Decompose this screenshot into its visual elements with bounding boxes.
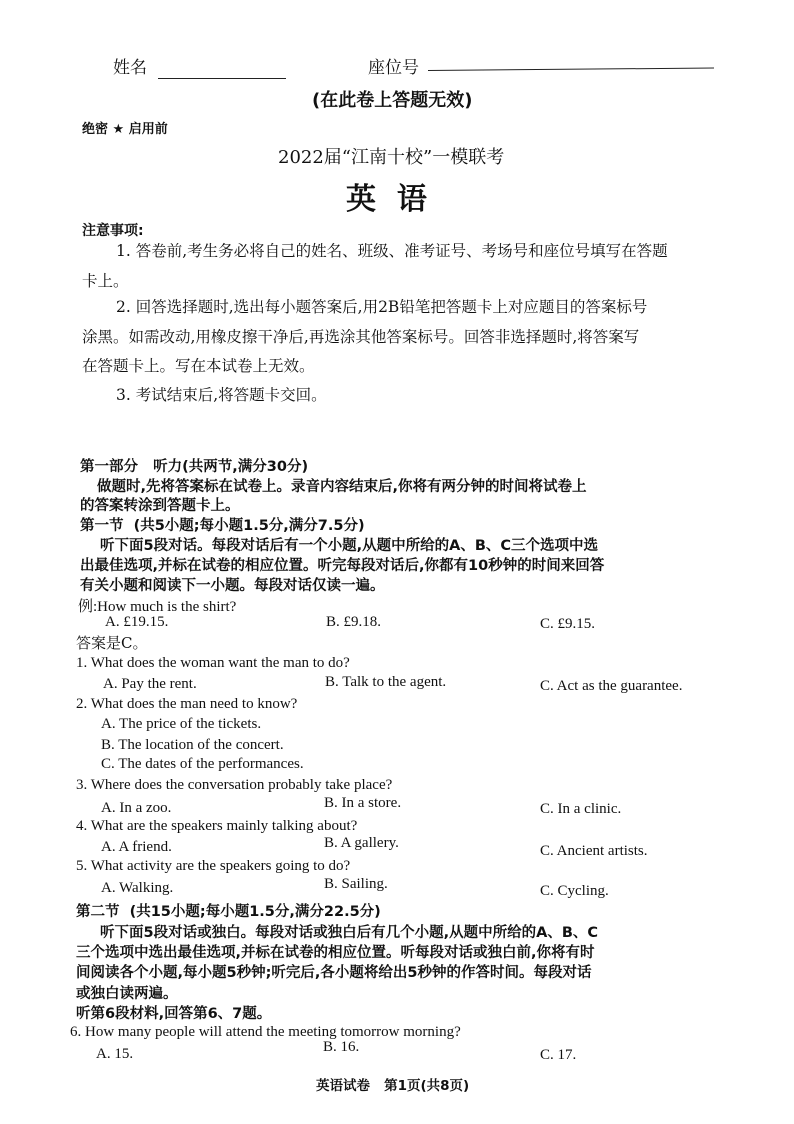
q1-option-c: C. Act as the guarantee. xyxy=(540,678,683,694)
invalid-note: (在此卷上答题无效) xyxy=(312,90,473,111)
q3-option-b: B. In a store. xyxy=(324,795,402,811)
q1-option-a: A. Pay the rent. xyxy=(103,676,197,692)
example-answer: 答案是C。 xyxy=(76,634,148,652)
section2-intro-b: 三个选项中选出最佳选项,并标在试卷的相应位置。听每段对话或独白前,你将有时 xyxy=(76,945,595,961)
example-question: 例:How much is the shirt? xyxy=(78,599,237,615)
section1-intro-b: 出最佳选项,并标在试卷的相应位置。听完每段对话后,你都有10秒钟的时间来回答 xyxy=(80,558,605,574)
section1-heading: 第一节 (共5小题;每小题1.5分,满分7.5分) xyxy=(80,518,365,534)
section1-intro-c: 有关小题和阅读下一小题。每段对话仅读一遍。 xyxy=(80,578,385,594)
seat-label: 座位号 xyxy=(368,58,419,78)
q3-option-c: C. In a clinic. xyxy=(540,801,622,817)
part1-intro-b: 的答案转涂到答题卡上。 xyxy=(80,498,240,514)
q3-option-a: A. In a zoo. xyxy=(101,800,172,816)
q6-option-c: C. 17. xyxy=(540,1047,577,1063)
example-option-b: B. £9.18. xyxy=(326,614,382,630)
name-label: 姓名 xyxy=(113,58,147,78)
section2-intro-d: 或独白读两遍。 xyxy=(76,986,178,1002)
question-1: 1. What does the woman want the man to do? xyxy=(76,655,350,671)
seat-field-line[interactable] xyxy=(428,68,714,71)
section2-intro-a: 听下面5段对话或独白。每段对话或独白后有几个小题,从题中所给的A、B、C xyxy=(100,925,599,941)
question-5: 5. What activity are the speakers going to do? xyxy=(76,858,351,874)
subject-title: 英 语 xyxy=(346,182,427,217)
part1-intro-a: 做题时,先将答案标在试卷上。录音内容结束后,你将有两分钟的时间将试卷上 xyxy=(97,479,587,495)
question-6: 6. How many people will attend the meeting tomorrow morning? xyxy=(70,1024,461,1040)
page-footer: 英语试卷 第1页(共8页) xyxy=(316,1078,470,1094)
exam-title: 2022届“江南十校”一模联考 xyxy=(278,147,505,168)
q2-option-a: A. The price of the tickets. xyxy=(101,716,262,732)
q4-option-a: A. A friend. xyxy=(101,839,172,855)
q6-option-a: A. 15. xyxy=(96,1046,134,1062)
q4-option-c: C. Ancient artists. xyxy=(540,843,648,859)
section2-intro-c: 间阅读各个小题,每小题5秒钟;听完后,各小题将给出5秒钟的作答时间。每段对话 xyxy=(76,965,592,981)
part1-heading: 第一部分 听力(共两节,满分30分) xyxy=(80,459,309,475)
q5-option-b: B. Sailing. xyxy=(324,876,388,892)
note-2-line-a: 2. 回答选择题时,选出每小题答案后,用2B铅笔把答题卡上对应题目的答案标号 xyxy=(116,298,648,316)
note-1-line-a: 1. 答卷前,考生务必将自己的姓名、班级、准考证号、考场号和座位号填写在答题 xyxy=(116,242,668,260)
notes-heading: 注意事项: xyxy=(82,223,144,239)
note-2-line-b: 涂黑。如需改动,用橡皮擦干净后,再选涂其他答案标号。回答非选择题时,将答案写 xyxy=(82,328,640,346)
note-3: 3. 考试结束后,将答题卡交回。 xyxy=(116,386,327,404)
note-1-line-b: 卡上。 xyxy=(82,272,129,290)
example-option-a: A. £19.15. xyxy=(105,614,169,630)
section2-heading: 第二节 (共15小题;每小题1.5分,满分22.5分) xyxy=(76,904,381,920)
q6-option-b: B. 16. xyxy=(323,1039,360,1055)
note-2-line-c: 在答题卡上。写在本试卷上无效。 xyxy=(82,357,315,375)
question-3: 3. Where does the conversation probably take place? xyxy=(76,777,393,793)
q2-option-c: C. The dates of the performances. xyxy=(101,756,304,772)
q1-option-b: B. Talk to the agent. xyxy=(325,674,447,690)
section1-intro-a: 听下面5段对话。每段对话后有一个小题,从题中所给的A、B、C三个选项中选 xyxy=(100,538,599,554)
material-6-heading: 听第6段材料,回答第6、7题。 xyxy=(76,1006,272,1022)
example-option-c: C. £9.15. xyxy=(540,616,596,632)
q5-option-a: A. Walking. xyxy=(101,880,174,896)
question-2: 2. What does the man need to know? xyxy=(76,696,298,712)
secret-label: 绝密 ★ 启用前 xyxy=(82,122,168,137)
q4-option-b: B. A gallery. xyxy=(324,835,399,851)
name-field-line[interactable] xyxy=(158,78,286,79)
q2-option-b: B. The location of the concert. xyxy=(101,737,284,753)
question-4: 4. What are the speakers mainly talking about? xyxy=(76,818,358,834)
q5-option-c: C. Cycling. xyxy=(540,883,609,899)
